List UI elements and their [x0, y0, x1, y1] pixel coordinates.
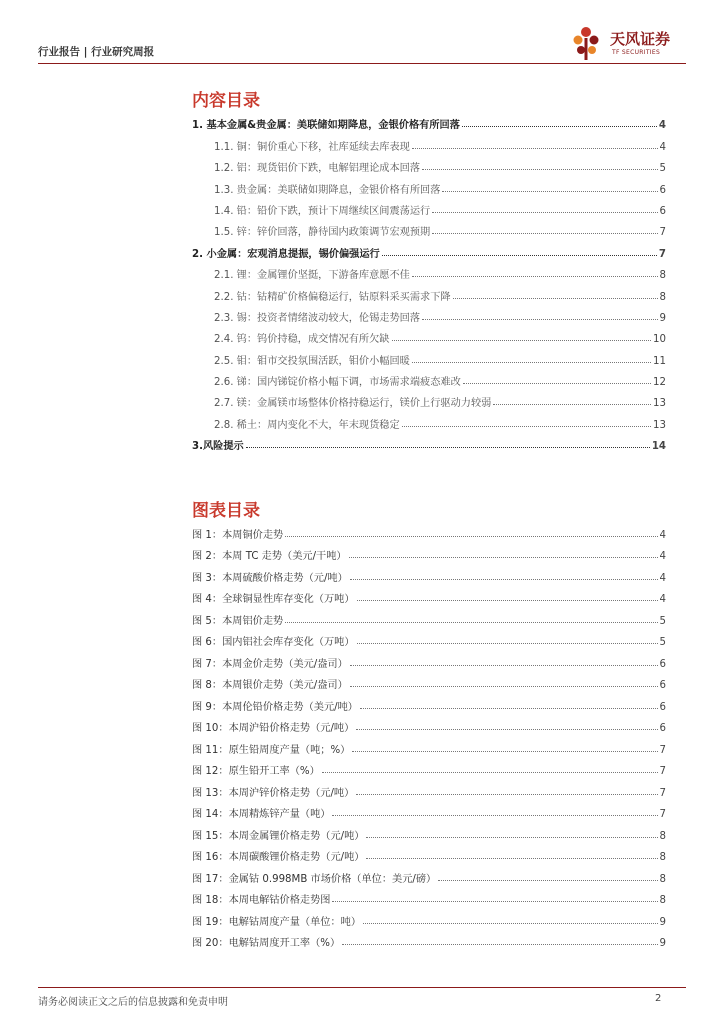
toc-entry-label: 2.6. 锑：国内锑锭价格小幅下调，市场需求端疲态难改	[214, 377, 461, 389]
toc-entry[interactable]	[192, 281, 666, 302]
toc-entry-label: 1.4. 铅：铅价下跌，预计下周继续区间震荡运行	[214, 205, 431, 217]
dot-leader	[442, 191, 657, 192]
figures-entry-label: 图 15：本周金属锂价格走势（元/吨）	[192, 830, 365, 842]
dot-leader	[342, 944, 657, 945]
figures-entry-label: 图 10：本周沪铅价格走势（元/吨）	[192, 723, 355, 734]
figures-entry-label: 图 12：原生铅开工率（%）	[192, 766, 320, 777]
figures-entry[interactable]	[192, 541, 666, 563]
figures-entry-label: 图 1：本周铜价走势	[192, 529, 284, 541]
dot-leader	[350, 686, 658, 687]
logo-flower-icon	[574, 27, 599, 60]
dot-leader	[438, 880, 657, 881]
toc-entry[interactable]	[192, 345, 666, 366]
figures-entry-page: 7	[659, 787, 666, 799]
toc-entry-label: 2.5. 钼：钼市交投氛围活跃，钼价小幅回暖	[214, 355, 410, 367]
figures-entry-page: 9	[659, 916, 666, 928]
figures-entry-label: 图 13：本周沪锌价格走势（元/吨）	[192, 787, 355, 799]
figures-entry-label: 图 17：金属钴 0.998MB 市场价格（单位：美元/磅）	[192, 873, 437, 885]
dot-leader	[332, 901, 657, 902]
figures-entry-label: 图 14：本周精炼锌产量（吨）	[192, 809, 331, 820]
toc-title: 内容目录	[192, 91, 260, 111]
dot-leader	[357, 600, 658, 601]
figures-entry-page: 8	[659, 895, 666, 906]
dot-leader	[453, 298, 658, 299]
figures-entry[interactable]	[192, 928, 666, 950]
toc-entry[interactable]	[192, 324, 666, 345]
dot-leader	[285, 622, 657, 623]
toc-entry-page: 8	[659, 270, 666, 282]
figures-entry[interactable]	[192, 670, 666, 692]
toc-entry-page: 4	[658, 120, 666, 132]
figures-entry-page: 6	[659, 658, 666, 670]
toc-entry-label: 1. 基本金属&贵金属：美联储如期降息，金银价格有所回落	[192, 120, 460, 132]
report-category: 行业报告 | 行业研究周报	[38, 46, 155, 58]
toc-entry-label: 1.2. 铝：现货铝价下跌，电解铝理论成本回落	[214, 163, 421, 175]
figures-entry-label: 图 16：本周碳酸锂价格走势（元/吨）	[192, 852, 365, 863]
figures-entry-page: 4	[659, 551, 666, 562]
toc-entry-label: 2.1. 锂：金属锂价坚挺，下游备库意愿不佳	[214, 270, 410, 282]
dot-leader	[432, 233, 657, 234]
figures-entry-page: 4	[659, 529, 666, 541]
figures-entry-label: 图 19：电解钴周度产量（单位：吨）	[192, 916, 362, 928]
figures-entry-page: 6	[659, 701, 666, 713]
dot-leader	[412, 148, 658, 149]
figures-entry-page: 7	[659, 744, 666, 756]
toc-entry-page: 4	[659, 141, 666, 153]
dot-leader	[392, 340, 652, 341]
disclaimer: 请务必阅读正文之后的信息披露和免责申明	[38, 997, 228, 1008]
header-rule	[38, 63, 686, 64]
figures-entry-label: 图 9：本周伦铅价格走势（美元/吨）	[192, 701, 358, 713]
figures-entry-page: 8	[659, 830, 666, 842]
figures-entry-label: 图 7：本周金价走势（美元/盎司）	[192, 658, 348, 670]
figures-entry[interactable]	[192, 799, 666, 821]
figures-entry[interactable]	[192, 691, 666, 713]
dot-leader	[246, 447, 650, 448]
dot-leader	[412, 362, 651, 363]
dot-leader	[462, 126, 657, 127]
toc-entry[interactable]	[192, 409, 666, 430]
figures-entry-page: 4	[659, 572, 666, 584]
toc-entry-page: 11	[653, 355, 666, 367]
figures-entry[interactable]	[192, 777, 666, 799]
figures-entry-page: 6	[659, 723, 666, 734]
brand-subtitle: TF SECURITIES	[612, 49, 661, 56]
dot-leader	[350, 579, 658, 580]
figures-entry-label: 图 8：本周银价走势（美元/盎司）	[192, 680, 348, 691]
dot-leader	[463, 383, 651, 384]
toc-entry-label: 2.3. 锡：投资者情绪波动较大，伦锡走势回落	[214, 312, 421, 324]
toc-entry[interactable]	[192, 367, 666, 388]
dot-leader	[432, 212, 657, 213]
figures-entry[interactable]	[192, 713, 666, 735]
dot-leader	[285, 536, 657, 537]
toc-entry-page: 13	[653, 398, 666, 410]
toc-entry[interactable]	[192, 217, 666, 238]
dot-leader	[357, 643, 658, 644]
figures-entry-page: 7	[659, 809, 666, 820]
figures-entry[interactable]	[192, 627, 666, 649]
toc-entry-page: 13	[653, 419, 666, 431]
dot-leader	[332, 815, 657, 816]
toc-entry-page: 10	[653, 334, 666, 346]
figures-title: 图表目录	[192, 501, 260, 521]
toc-entry-page: 7	[659, 227, 666, 239]
figures-entry-page: 8	[659, 873, 666, 885]
figures-entry[interactable]	[192, 562, 666, 584]
toc-entry-page: 6	[659, 205, 666, 217]
toc-entry-label: 1.3. 贵金属：美联储如期降息，金银价格有所回落	[214, 184, 441, 196]
toc-entry-label: 3.风险提示	[192, 441, 244, 453]
toc-entry[interactable]	[192, 174, 666, 195]
dot-leader	[356, 794, 657, 795]
brand-name: 天风证券	[610, 30, 671, 48]
toc-entry-page: 14	[651, 441, 666, 453]
figures-entry[interactable]	[192, 820, 666, 842]
dot-leader	[349, 557, 658, 558]
figures-entry[interactable]	[192, 648, 666, 670]
figures-entry[interactable]	[192, 734, 666, 756]
figures-entry[interactable]	[192, 842, 666, 864]
toc-entry-page: 7	[658, 248, 666, 260]
toc-entry-page: 9	[659, 312, 666, 324]
dot-leader	[322, 772, 658, 773]
toc-entry-label: 2.8. 稀土：周内变化不大，年末现货稳定	[214, 419, 400, 431]
dot-leader	[422, 319, 657, 320]
figures-entry[interactable]	[192, 519, 666, 541]
toc-entry[interactable]	[192, 238, 666, 259]
dot-leader	[350, 665, 658, 666]
toc-list	[192, 110, 666, 452]
toc-entry[interactable]	[192, 131, 666, 152]
figures-entry-label: 图 20：电解钴周度开工率（%）	[192, 938, 341, 949]
toc-entry[interactable]	[192, 431, 666, 452]
toc-entry[interactable]	[192, 153, 666, 174]
toc-entry-label: 2.7. 镁：金属镁市场整体价格持稳运行，镁价上行驱动力较弱	[214, 398, 492, 410]
figures-entry-label: 图 5：本周铝价走势	[192, 615, 284, 627]
figures-entry-label: 图 4：全球铜显性库存变化（万吨）	[192, 594, 355, 605]
figures-entry[interactable]	[192, 885, 666, 907]
figures-entry[interactable]	[192, 756, 666, 778]
dot-leader	[366, 837, 657, 838]
figures-entry-label: 图 18：本周电解钴价格走势图	[192, 895, 331, 906]
figures-entry-page: 8	[659, 852, 666, 863]
dot-leader	[360, 708, 658, 709]
figures-entry[interactable]	[192, 605, 666, 627]
dot-leader	[356, 729, 657, 730]
dot-leader	[352, 751, 657, 752]
figures-entry-label: 图 11：原生铅周度产量（吨；%）	[192, 744, 351, 756]
page-number: 2	[655, 993, 662, 1004]
dot-leader	[363, 923, 658, 924]
toc-entry-label: 2.2. 钴：钴精矿价格偏稳运行，钴原料采买需求下降	[214, 291, 451, 303]
toc-entry[interactable]	[192, 303, 666, 324]
figures-entry-label: 图 2：本周 TC 走势（美元/干吨）	[192, 551, 347, 562]
toc-entry-label: 2. 小金属：宏观消息提振，锡价偏强运行	[192, 248, 380, 260]
toc-entry-page: 5	[659, 163, 666, 175]
figures-list	[192, 519, 666, 949]
figures-entry-page: 4	[659, 594, 666, 605]
figures-entry-page: 7	[659, 766, 666, 777]
toc-entry[interactable]	[192, 196, 666, 217]
dot-leader	[382, 255, 657, 256]
toc-entry-page: 8	[659, 291, 666, 303]
figures-entry-label: 图 3：本周硫酸价格走势（元/吨）	[192, 572, 348, 584]
toc-entry[interactable]	[192, 110, 666, 131]
figures-entry[interactable]	[192, 584, 666, 606]
toc-entry-page: 12	[653, 377, 666, 389]
dot-leader	[366, 858, 657, 859]
figures-entry-page: 5	[659, 615, 666, 627]
dot-leader	[402, 426, 651, 427]
dot-leader	[412, 276, 658, 277]
figures-entry-label: 图 6：国内铝社会库存变化（万吨）	[192, 637, 355, 648]
toc-entry-label: 1.5. 锌：锌价回落，静待国内政策调节宏观预期	[214, 227, 431, 239]
figures-entry-page: 5	[659, 637, 666, 648]
footer-rule	[38, 987, 686, 988]
toc-entry[interactable]	[192, 388, 666, 409]
toc-entry-page: 6	[659, 184, 666, 196]
toc-entry-label: 2.4. 钨：钨价持稳，成交情况有所欠缺	[214, 334, 390, 346]
dot-leader	[493, 404, 651, 405]
figures-entry[interactable]	[192, 863, 666, 885]
figures-entry-page: 9	[659, 938, 666, 949]
toc-entry-label: 1.1. 铜：铜价重心下移，社库延续去库表现	[214, 141, 410, 153]
figures-entry-page: 6	[659, 680, 666, 691]
dot-leader	[422, 169, 657, 170]
toc-entry[interactable]	[192, 260, 666, 281]
figures-entry[interactable]	[192, 906, 666, 928]
